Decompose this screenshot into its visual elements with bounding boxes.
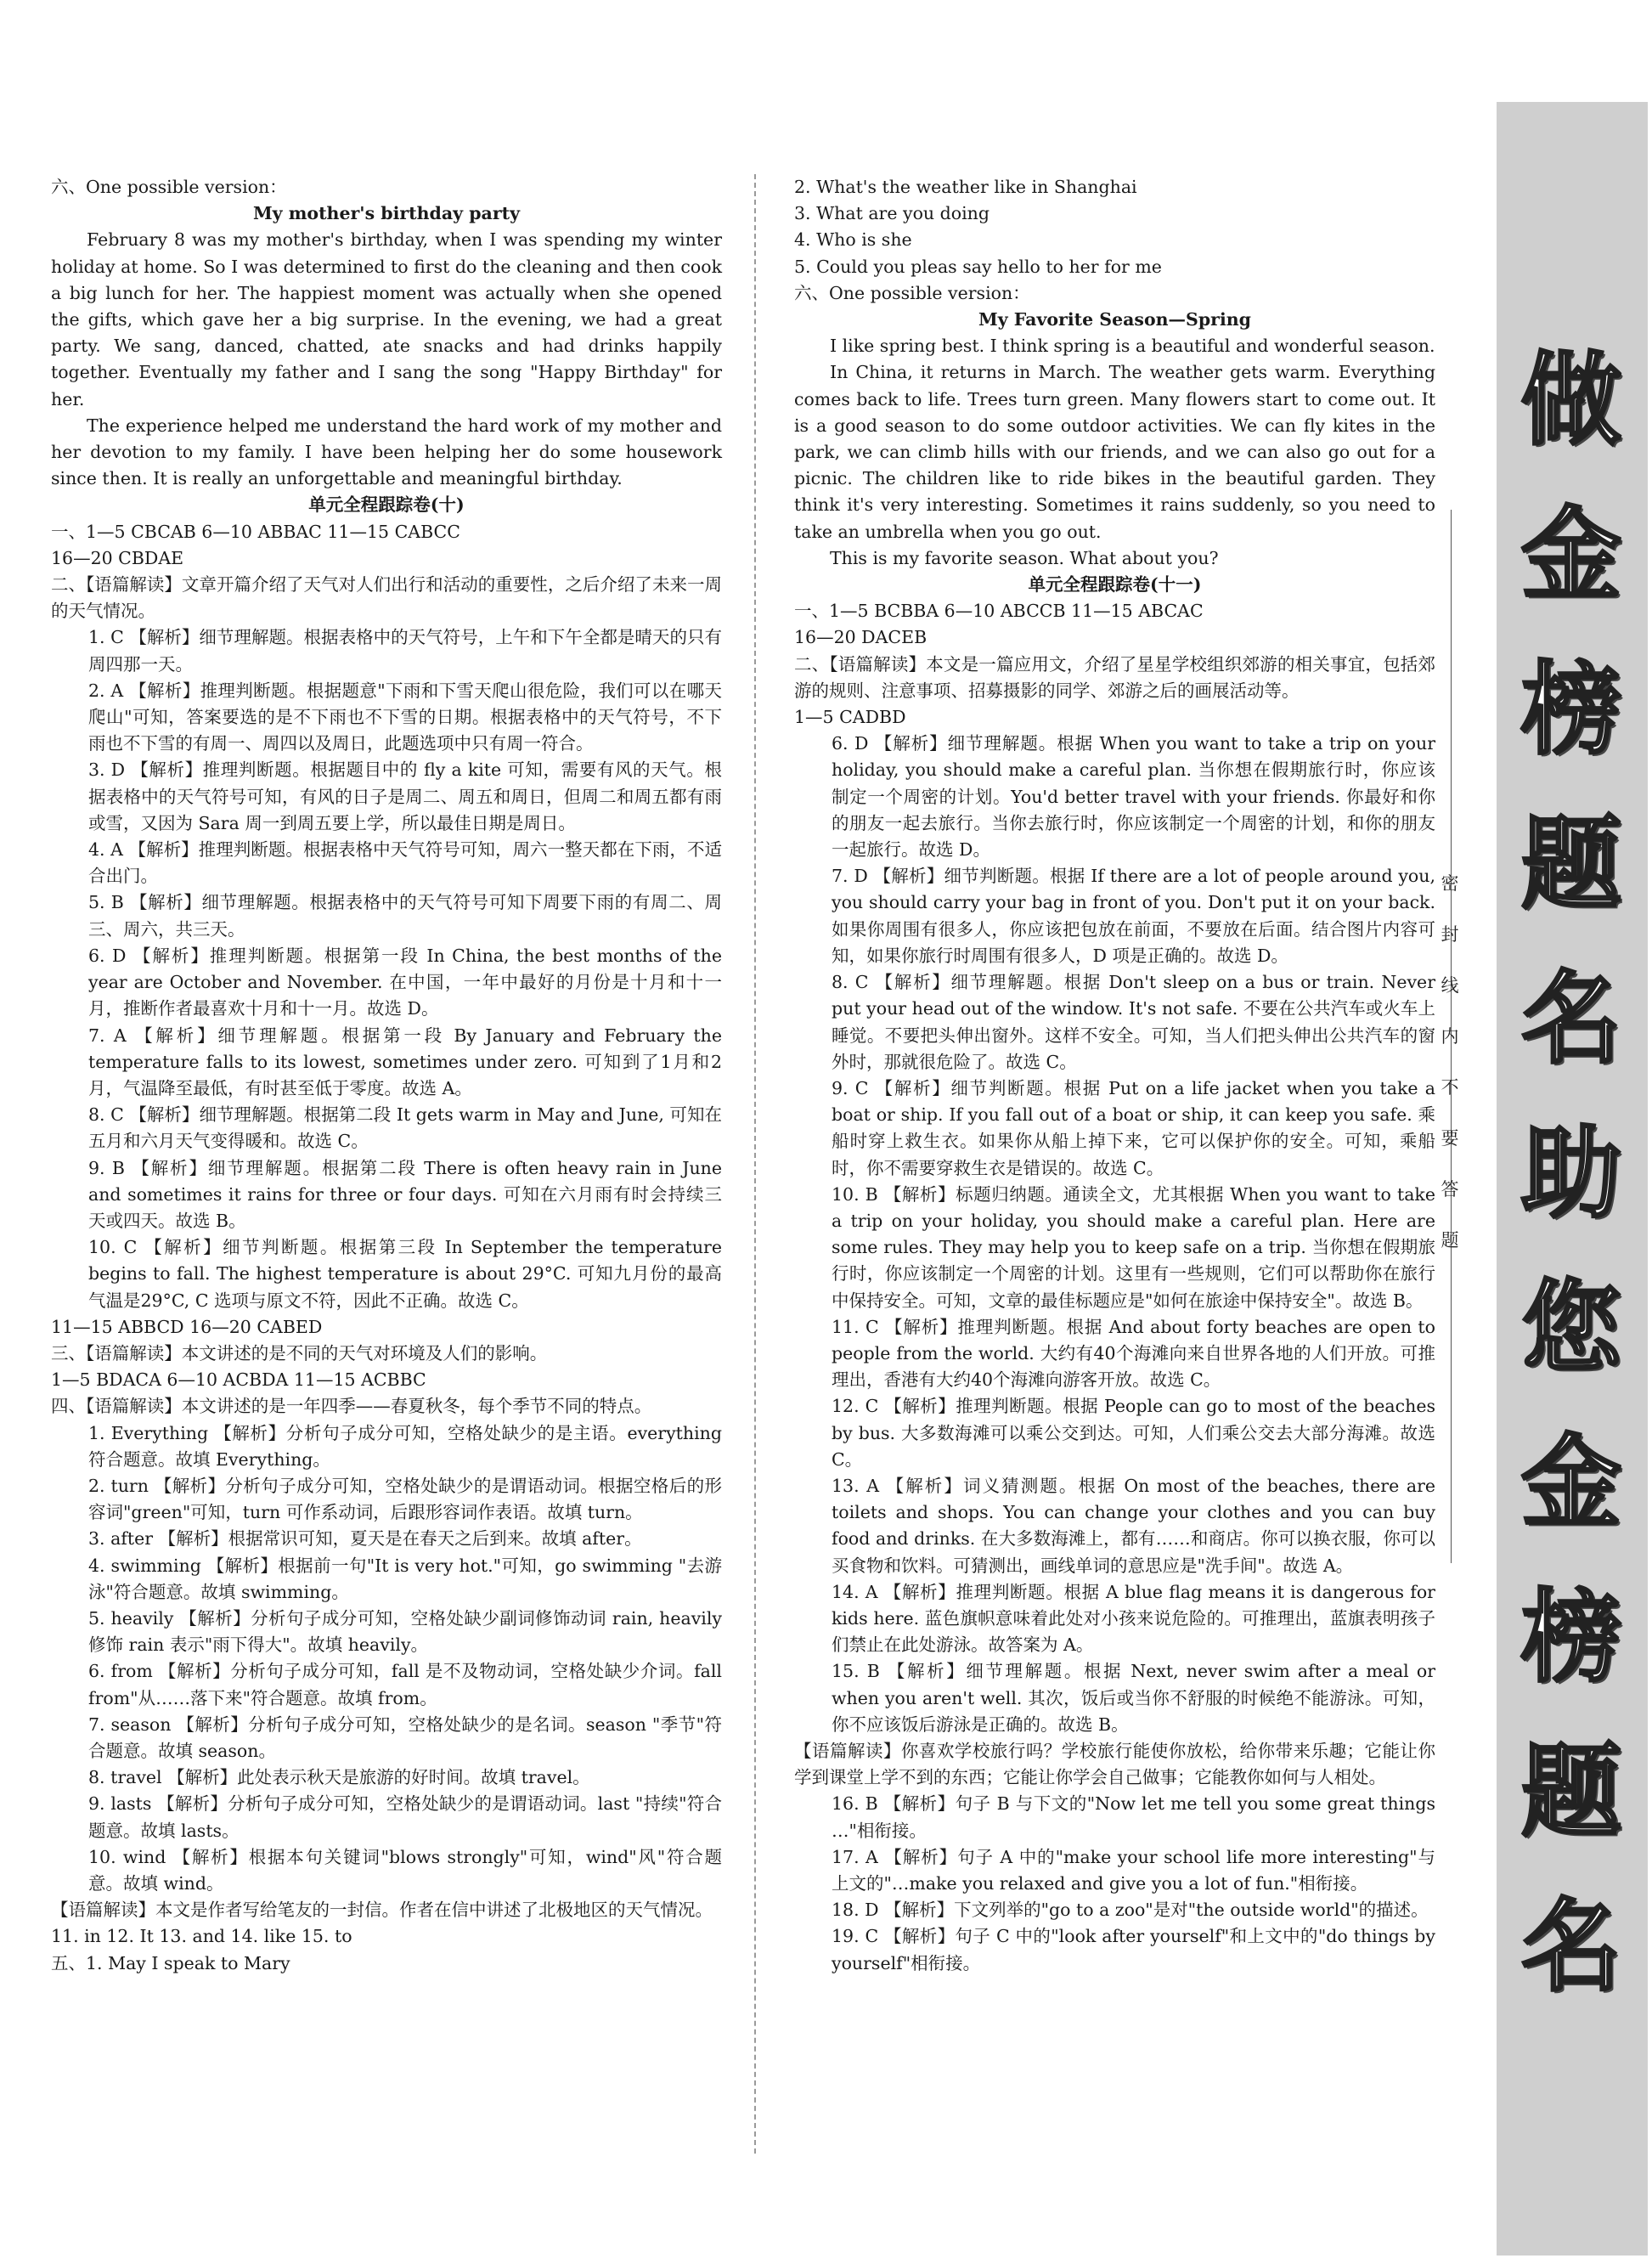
answer-item: 1. Everything 【解析】分析句子成分可知，空格处缺少的是主语。everything 符合题意。故填 Everything。 bbox=[88, 1422, 722, 1470]
section-title: 单元全程跟踪卷(十一) bbox=[1028, 574, 1202, 596]
answer-item: 2. A 【解析】推理判断题。根据题意"下雨和下雪天爬山很危险，我们可以在哪天爬山"可知，答案要选的是不下雨也不下雪的日期。根据表格中的天气符号，不下雨也不下雪的有周一、周四以及周日，此题选项中只有周一符合。 bbox=[88, 680, 722, 754]
answer-item: 4. swimming 【解析】根据前一句"It is very hot."可知，go swimming "去游泳"符合题意。故填 swimming。 bbox=[88, 1555, 722, 1602]
answer-item: 10. B 【解析】标题归纳题。通读全文，尤其根据 When you want to take a trip on your holiday, you should make a careful plan. Here are some rules. They may help you to keep safe on a trip. 当你想在假期旅行时，你应该制定一个周密的计划。这里有一些规则，它们可以帮助你在旅行中保持安全。可知，文章的最佳标题应是"如何在旅途中保持安全"。故选 B。 bbox=[832, 1183, 1435, 1311]
essay-paragraph: This is my favorite season. What about you? bbox=[830, 547, 1219, 568]
answer-line: 六、One possible version： bbox=[51, 177, 287, 197]
answer-line: 11. in 12. It 13. and 14. like 15. to bbox=[51, 1926, 352, 1947]
answer-item: 18. D 【解析】下文列举的"go to a zoo"是对"the outside world"的描述。 bbox=[832, 1900, 1429, 1921]
reading-summary: 【语篇解读】你喜欢学校旅行吗？学校旅行能使你放松，给你带来乐趣；它能让你学到课堂上学不到的东西；它能让你学会自己做事；它能教你如何与人相处。 bbox=[794, 1740, 1435, 1788]
banner-calligraphy: 做金榜题名助您金榜题名 bbox=[1520, 341, 1621, 2005]
answer-item: 5. B 【解析】细节理解题。根据表格中的天气符号可知下周要下雨的有周二、周三、周六，共三天。 bbox=[88, 892, 722, 940]
answer-line: 5. Could you pleas say hello to her for me bbox=[794, 256, 1162, 277]
answer-item: 11. C 【解析】推理判断题。根据 And about forty beaches are open to people from the world. 大约有40个海滩向来自世界各地的人们开放。可推理出，香港有大约40个海滩向游客开放。故选 C。 bbox=[832, 1316, 1435, 1391]
answer-item: 4. A 【解析】推理判断题。根据表格中天气符号可知，周六一整天都在下雨，不适合出门。 bbox=[88, 839, 722, 887]
reading-summary: 【语篇解读】本文是作者写给笔友的一封信。作者在信中讲述了北极地区的天气情况。 bbox=[51, 1900, 713, 1921]
essay-paragraph: February 8 was my mother's birthday, when I was spending my winter holiday at home. So I was determined to first do the cleaning and then cook a big lunch for her. The happiest moment was actually when she opened the gifts, which gave her a big surprise. In the evening, we had a great party. We sang, danced, chatted, ate snacks and had drinks happily together. Eventually my father and I sang the song "Happy Birthday" for her. bbox=[51, 229, 722, 409]
answer-item: 7. A 【解析】细节理解题。根据第一段 By January and February the temperature falls to its lowest, sometimes under zero. 可知到了1月和2月，气温降至最低，有时甚至低于零度。故选 A。 bbox=[88, 1025, 722, 1098]
answer-item: 17. A 【解析】句子 A 中的"make your school life more interesting"与上文的"…make you relaxed and give you a lot of fun."相衔接。 bbox=[832, 1846, 1435, 1894]
answer-item: 9. lasts 【解析】分析句子成分可知，空格处缺少的是谓语动词。last "持续"符合题意。故填 lasts。 bbox=[88, 1793, 722, 1841]
answer-item: 3. after 【解析】根据常识可知，夏天是在春天之后到来。故填 after。 bbox=[88, 1528, 642, 1550]
right-column bbox=[794, 174, 1435, 1977]
seal-note: 密封线内不要答题 bbox=[1441, 873, 1459, 1251]
answer-item: 8. C 【解析】细节理解题。根据 Don't sleep on a bus or train. Never put your head out of the window. It's not safe. 不要在公共汽车或火车上睡觉。不要把头伸出窗外。这样不安全。可知，当人们把头伸出公共汽车的窗外时，那就很危险了。故选 C。 bbox=[832, 972, 1435, 1072]
answer-item: 6. D 【解析】推理判断题。根据第一段 In China, the best months of the year are October and November. 在中国，一年中最好的月份是十月和十一月，推断作者最喜欢十月和十一月。故选 D。 bbox=[88, 945, 722, 1019]
answer-item: 19. C 【解析】句子 C 中的"look after yourself"和上文中的"do things by yourself"相衔接。 bbox=[832, 1926, 1435, 1973]
answer-item: 3. D 【解析】推理判断题。根据题目中的 fly a kite 可知，需要有风的天气。根据表格中的天气符号可知，有风的日子是周二、周五和周日，但周二和周五都有雨或雪，又因为 Sara 周一到周五要上学，所以最佳日期是周日。 bbox=[88, 759, 722, 833]
answer-item: 1. C 【解析】细节理解题。根据表格中的天气符号，上午和下午全都是晴天的只有周四那一天。 bbox=[88, 627, 722, 675]
answer-item: 15. B 【解析】细节理解题。根据 Next, never swim after a meal or when you aren't well. 其次，饭后或当你不舒服的时候绝不能游泳。可知，你不应该饭后游泳是正确的。故选 B。 bbox=[832, 1661, 1435, 1735]
answer-line: 1—5 BDACA 6—10 ACBDA 11—15 ACBBC bbox=[51, 1369, 426, 1391]
answer-item: 6. from 【解析】分析句子成分可知，fall 是不及物动词，空格处缺少介词。fall from"从……落下来"符合题意。故填 from。 bbox=[88, 1661, 722, 1708]
answer-line: 五、1. May I speak to Mary bbox=[51, 1952, 290, 1973]
answer-item: 10. wind 【解析】根据本句关键词"blows strongly"可知，wind"风"符合题意。故填 wind。 bbox=[88, 1846, 722, 1894]
answer-line: 16—20 CBDAE bbox=[51, 547, 184, 568]
essay-paragraph: I like spring best. I think spring is a beautiful and wonderful season. bbox=[830, 336, 1435, 357]
answer-item: 8. C 【解析】细节理解题。根据第二段 It gets warm in May and June, 可知在五月和六月天气变得暖和。故选 C。 bbox=[88, 1104, 722, 1152]
answer-item: 12. C 【解析】推理判断题。根据 People can go to most of the beaches by bus. 大多数海滩可以乘公交到达。可知，人们乘公交去大部分海滩。故选 C。 bbox=[832, 1396, 1435, 1470]
answer-item: 14. A 【解析】推理判断题。根据 A blue flag means it is dangerous for kids here. 蓝色旗帜意味着此处对小孩来说危险的。可推理出，蓝旗表明孩子们禁止在此处游泳。故答案为 A。 bbox=[832, 1581, 1435, 1656]
answer-item: 5. heavily 【解析】分析句子成分可知，空格处缺少副词修饰动词 rain, heavily 修饰 rain 表示"雨下得大"。故填 heavily。 bbox=[88, 1607, 722, 1656]
answer-line: 2. What's the weather like in Shanghai bbox=[794, 177, 1137, 197]
answer-line: 3. What are you doing bbox=[794, 203, 990, 224]
answer-line: 4. Who is she bbox=[794, 229, 912, 251]
answer-item: 16. B 【解析】句子 B 与下文的"Now let me tell you some great things …"相衔接。 bbox=[832, 1793, 1435, 1841]
answer-item: 9. B 【解析】细节理解题。根据第二段 There is often heavy rain in June and sometimes it rains for three or four days. 可知在六月雨有时会持续三天或四天。故选 B。 bbox=[88, 1157, 722, 1231]
answer-item: 13. A 【解析】词义猜测题。根据 On most of the beaches, there are toilets and shops. You can change your clothes and you can buy food and drinks. 在大多数海滩上，都有……和商店。你可以换衣服，你可以买食物和饮料。可猜测出，画线单词的意思应是"洗手间"。故选 A。 bbox=[832, 1475, 1435, 1576]
answer-item: 6. D 【解析】细节理解题。根据 When you want to take a trip on your holiday, you should make a careful plan. 当你想在假期旅行时，你应该制定一个周密的计划。You'd better travel with your friends. 你最好和你的朋友一起去旅行。当你去旅行时，你应该制定一个周密的计划，和你的朋友一起旅行。故选 D。 bbox=[832, 733, 1435, 861]
answer-line: 一、1—5 CBCAB 6—10 ABBAC 11—15 CABCC bbox=[51, 521, 460, 542]
essay-paragraph: The experience helped me understand the hard work of my mother and her devotion to my family. I have been helping her do some housework since then. It is really an unforgettable and meaningful birthday. bbox=[51, 415, 722, 489]
answer-item: 8. travel 【解析】此处表示秋天是旅游的好时间。故填 travel。 bbox=[88, 1767, 590, 1788]
reading-summary: 四、【语篇解读】本文讲述的是一年四季——春夏秋冬，每个季节不同的特点。 bbox=[51, 1396, 652, 1417]
answer-line: 16—20 DACEB bbox=[794, 627, 927, 648]
answer-line: 一、1—5 BCBBA 6—10 ABCCB 11—15 ABCAC bbox=[794, 601, 1204, 622]
essay-paragraph: In China, it returns in March. The weather gets warm. Everything comes back to life. Trees turn green. Many flowers start to come out. It is a good season to do some outdoor activities. We can fly kites in the park, we can climb hills with our friends, and we can also go out for a picnic. The children like to ride bikes in the beautiful garden. They think it's very interesting. Sometimes it rains suddenly, so you need to take an umbrella when you go out. bbox=[794, 362, 1435, 542]
reading-summary: 二、【语篇解读】本文是一篇应用文，介绍了星星学校组织郊游的相关事宜，包括郊游的规则、注意事项、招募摄影的同学、郊游之后的画展活动等。 bbox=[794, 653, 1435, 701]
answer-item: 2. turn 【解析】分析句子成分可知，空格处缺少的是谓语动词。根据空格后的形容词"green"可知，turn 可作系动词，后跟形容词作表语。故填 turn。 bbox=[88, 1475, 722, 1523]
answer-line: 11—15 ABBCD 16—20 CABED bbox=[51, 1316, 323, 1337]
section-title: My mother's birthday party bbox=[252, 203, 521, 224]
section-title: My Favorite Season—Spring bbox=[978, 309, 1251, 330]
left-column bbox=[51, 174, 722, 1977]
column-divider bbox=[754, 174, 756, 2154]
reading-summary: 二、【语篇解读】文章开篇介绍了天气对人们出行和活动的重要性，之后介绍了未来一周的天气情况。 bbox=[51, 574, 722, 622]
answer-item: 7. D 【解析】细节判断题。根据 If there are a lot of people around you, you should carry your bag in front of you. Don't put it on your back. 如果你周围有很多人，你应该把包放在前面，不要放在后面。结合图片内容可知，如果你旅行时周围有很多人，D 项是正确的。故选 D。 bbox=[832, 866, 1435, 966]
answer-line: 六、One possible version： bbox=[794, 282, 1030, 303]
answer-item: 10. C 【解析】细节判断题。根据第三段 In September the temperature begins to fall. The highest temperature is about 29°C. 可知九月份的最高气温是29°C, C 选项与原文不符，因此不正确。故选 C。 bbox=[88, 1237, 722, 1311]
answer-item: 7. season 【解析】分析句子成分可知，空格处缺少的是名词。season "季节"符合题意。故填 season。 bbox=[88, 1714, 722, 1761]
answer-line: 1—5 CADBD bbox=[794, 707, 906, 728]
section-title: 单元全程跟踪卷(十) bbox=[308, 494, 465, 516]
reading-summary: 三、【语篇解读】本文讲述的是不同的天气对环境及人们的影响。 bbox=[51, 1342, 548, 1363]
answer-item: 9. C 【解析】细节判断题。根据 Put on a life jacket when you take a boat or ship. If you fall out of a boat or ship, it can keep you safe. 乘船时穿上救生衣。如果你从船上掉下来，它可以保护你的安全。可知，乘船时，你不需要穿救生衣是错误的。故选 C。 bbox=[832, 1077, 1435, 1178]
